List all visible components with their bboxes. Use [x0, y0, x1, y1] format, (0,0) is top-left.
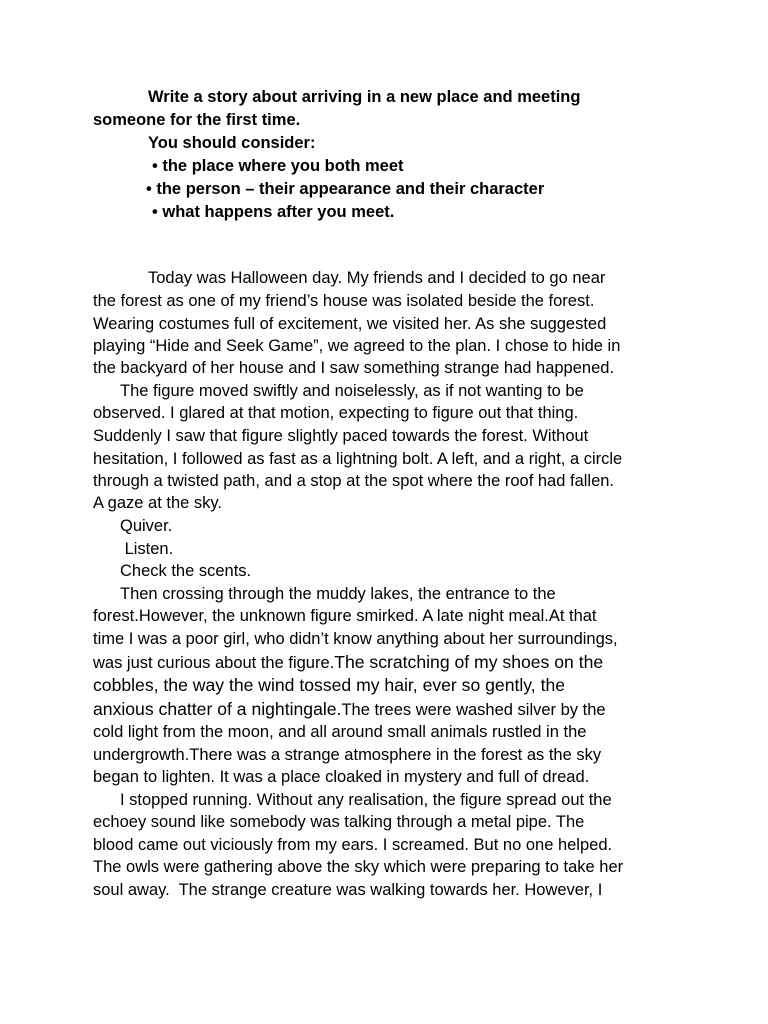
story-line: Suddenly I saw that figure slightly paced towards the forest. Without: [93, 427, 589, 445]
prompt-bullet-2: • the person – their appearance and their character: [146, 180, 545, 198]
story-line: soul away. The strange creature was walking towards her. However, I: [93, 881, 603, 899]
story-line: [93, 651, 603, 673]
story-line: through a twisted path, and a stop at the spot where the roof had fallen.: [93, 472, 615, 490]
story-line: Today was Halloween day. My friends and I decided to go near: [148, 269, 606, 287]
story-line: Listen.: [120, 540, 174, 558]
story-line: the forest as one of my friend’s house was isolated beside the forest.: [93, 292, 595, 310]
story-line: Check the scents.: [120, 562, 252, 580]
story-line: playing “Hide and Seek Game”, we agreed to the plan. I chose to hide in: [93, 337, 621, 355]
story-line: forest.However, the unknown figure smirked. A late night meal.At that: [93, 607, 597, 625]
story-line: the backyard of her house and I saw something strange had happened.: [93, 359, 615, 377]
story-line: cold light from the moon, and all around small animals rustled in the: [93, 723, 587, 741]
story-segment: anxious chatter of a nightingale.: [93, 699, 342, 719]
story-line: observed. I glared at that motion, expecting to figure out that thing.: [93, 404, 579, 422]
story-line: blood came out viciously from my ears. I screamed. But no one helped.: [93, 836, 613, 854]
story-line: Then crossing through the muddy lakes, the entrance to the: [120, 585, 556, 603]
story-line: A gaze at the sky.: [93, 494, 223, 512]
story-line: time I was a poor girl, who didn’t know anything about her surroundings,: [93, 630, 618, 648]
story-segment: The trees were washed silver by the: [341, 701, 606, 719]
story-line: cobbles, the way the wind tossed my hair, ever so gently, the: [93, 675, 566, 695]
story-line: [93, 698, 606, 720]
story-line: began to lighten. It was a place cloaked in mystery and full of dread.: [93, 768, 590, 786]
story-segment: was just curious about the figure.: [93, 654, 335, 672]
story-line: Quiver.: [120, 517, 173, 535]
prompt-consider: You should consider:: [148, 134, 316, 152]
story-line: echoey sound like somebody was talking through a metal pipe. The: [93, 813, 585, 831]
story-segment: The scratching of my shoes on the: [334, 652, 604, 672]
story-line: The figure moved swiftly and noiselessly, as if not wanting to be: [120, 382, 584, 400]
story-line: hesitation, I followed as fast as a lightning bolt. A left, and a right, a circle: [93, 450, 623, 468]
prompt-bullet-3: • what happens after you meet.: [152, 203, 395, 221]
story-line: undergrowth.There was a strange atmosphere in the forest as the sky: [93, 746, 602, 764]
prompt-line-1: Write a story about arriving in a new place and meeting: [148, 88, 581, 106]
prompt-bullet-1: • the place where you both meet: [152, 157, 404, 175]
story-line: I stopped running. Without any realisation, the figure spread out the: [120, 791, 612, 809]
story-line: The owls were gathering above the sky which were preparing to take her: [93, 858, 624, 876]
story-line: Wearing costumes full of excitement, we visited her. As she suggested: [93, 315, 607, 333]
prompt-line-2: someone for the first time.: [93, 111, 301, 129]
